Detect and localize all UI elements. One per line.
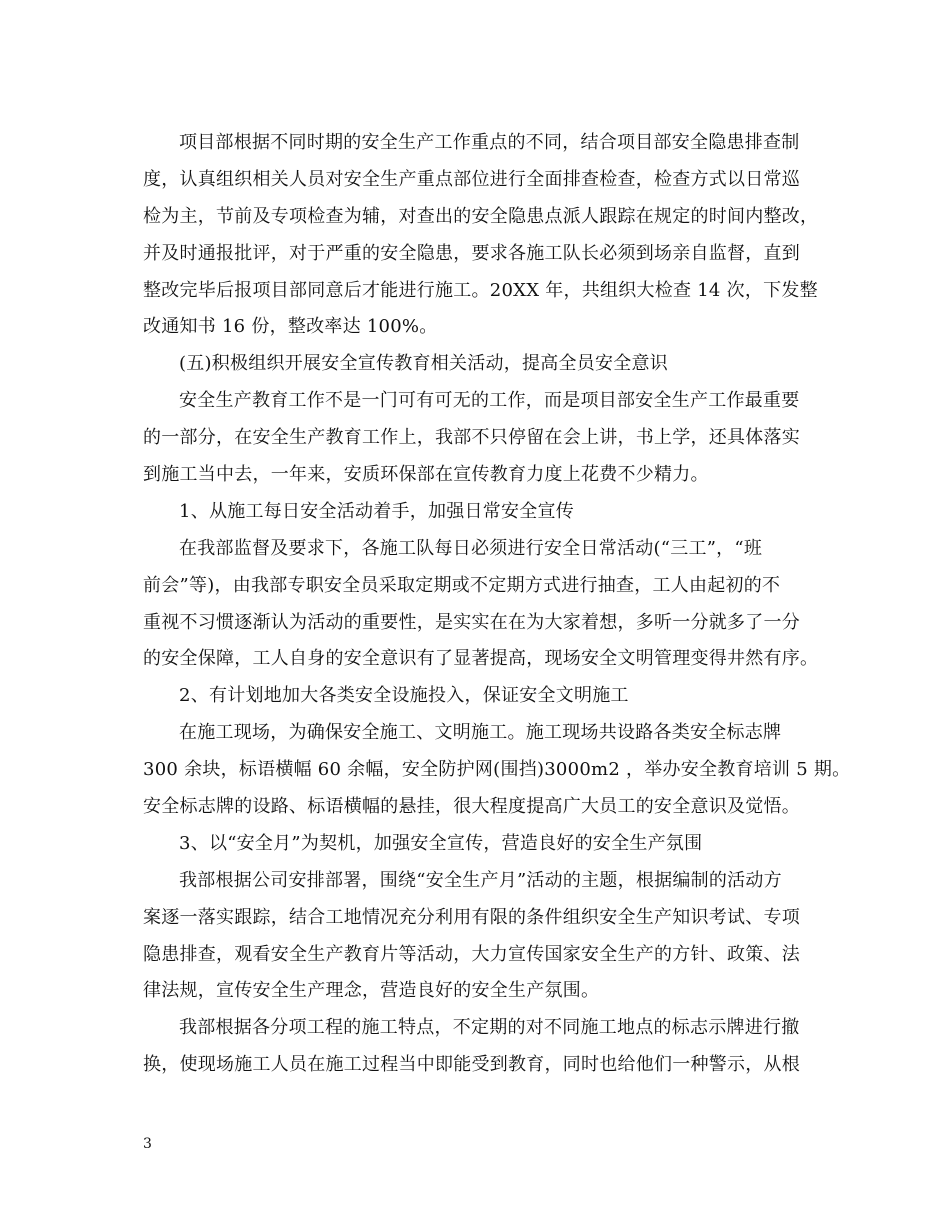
text-line: 我部根据公司安排部署，围绕“安全生产月”活动的主题，根据编制的活动方: [179, 869, 782, 891]
text-line: 2、有计划地加大各类安全设施投入，保证安全文明施工: [179, 685, 629, 707]
text-line: 并及时通报批评，对于严重的安全隐患，要求各施工队长必须到场亲自监督，直到: [143, 242, 800, 264]
text-line: 律法规，宣传安全生产理念，营造良好的安全生产氛围。: [143, 980, 600, 1002]
document-body: [143, 125, 851, 1084]
text-line: 案逐一落实跟踪，结合工地情况充分利用有限的条件组织安全生产知识考试、专项: [143, 906, 800, 928]
text-line: 到施工当中去，一年来，安质环保部在宣传教育力度上花费不少精力。: [143, 464, 709, 486]
text-line: (五)积极组织开展安全宣传教育相关活动，提高全员安全意识: [179, 353, 669, 375]
text-line: 3、以“安全月”为契机，加强安全宣传，营造良好的安全生产氛围: [179, 832, 703, 854]
page-number: 3: [143, 1136, 152, 1152]
text-line: 1、从施工每日安全活动着手，加强日常安全宣传: [179, 500, 574, 522]
text-line: 换，使现场施工人员在施工过程当中即能受到教育，同时也给他们一种警示，从根: [143, 1054, 800, 1076]
text-line: 在施工现场，为确保安全施工、文明施工。施工现场共设路各类安全标志牌: [179, 722, 782, 744]
text-line: 的一部分，在安全生产教育工作上，我部不只停留在会上讲，书上学，还具体落实: [143, 427, 800, 449]
text-line: 改通知书 16 份，整改率达 100%。: [143, 316, 438, 338]
text-line: 检为主，节前及专项检查为辅，对查出的安全隐患点派人跟踪在规定的时间内整改，: [143, 205, 819, 227]
text-line: 在我部监督及要求下，各施工队每日必须进行安全日常活动(“三工”，“班: [179, 537, 763, 559]
text-line: 安全标志牌的设路、标语横幅的悬挂，很大程度提高广大员工的安全意识及觉悟。: [143, 796, 800, 818]
text-line: 整改完毕后报项目部同意后才能进行施工。20XX 年，共组织大检查 14 次，下发整: [143, 279, 818, 301]
text-line: 度，认真组织相关人员对安全生产重点部位进行全面排查检查，检查方式以日常巡: [143, 168, 800, 190]
text-line: 的安全保障，工人自身的安全意识有了显著提高，现场安全文明管理变得井然有序。: [143, 648, 819, 670]
text-line: 项目部根据不同时期的安全生产工作重点的不同，结合项目部安全隐患排查制: [179, 132, 800, 153]
text-line: 隐患排查，观看安全生产教育片等活动，大力宣传国家安全生产的方针、政策、法: [143, 943, 800, 965]
text-line: 前会”等)，由我部专职安全员采取定期或不定期方式进行抽查，工人由起初的不: [143, 574, 781, 596]
text-line: 我部根据各分项工程的施工特点，不定期的对不同施工地点的标志示牌进行撤: [179, 1017, 800, 1039]
text-line: 安全生产教育工作不是一门可有可无的工作，而是项目部安全生产工作最重要: [179, 390, 800, 412]
text-line: 300 余块，标语横幅 60 余幅，安全防护网(围挡)3000m2 ，举办安全教育培训 5 期。: [143, 759, 851, 781]
text-line: 重视不习惯逐渐认为活动的重要性，是实实在在为大家着想，多听一分就多了一分: [143, 611, 800, 633]
